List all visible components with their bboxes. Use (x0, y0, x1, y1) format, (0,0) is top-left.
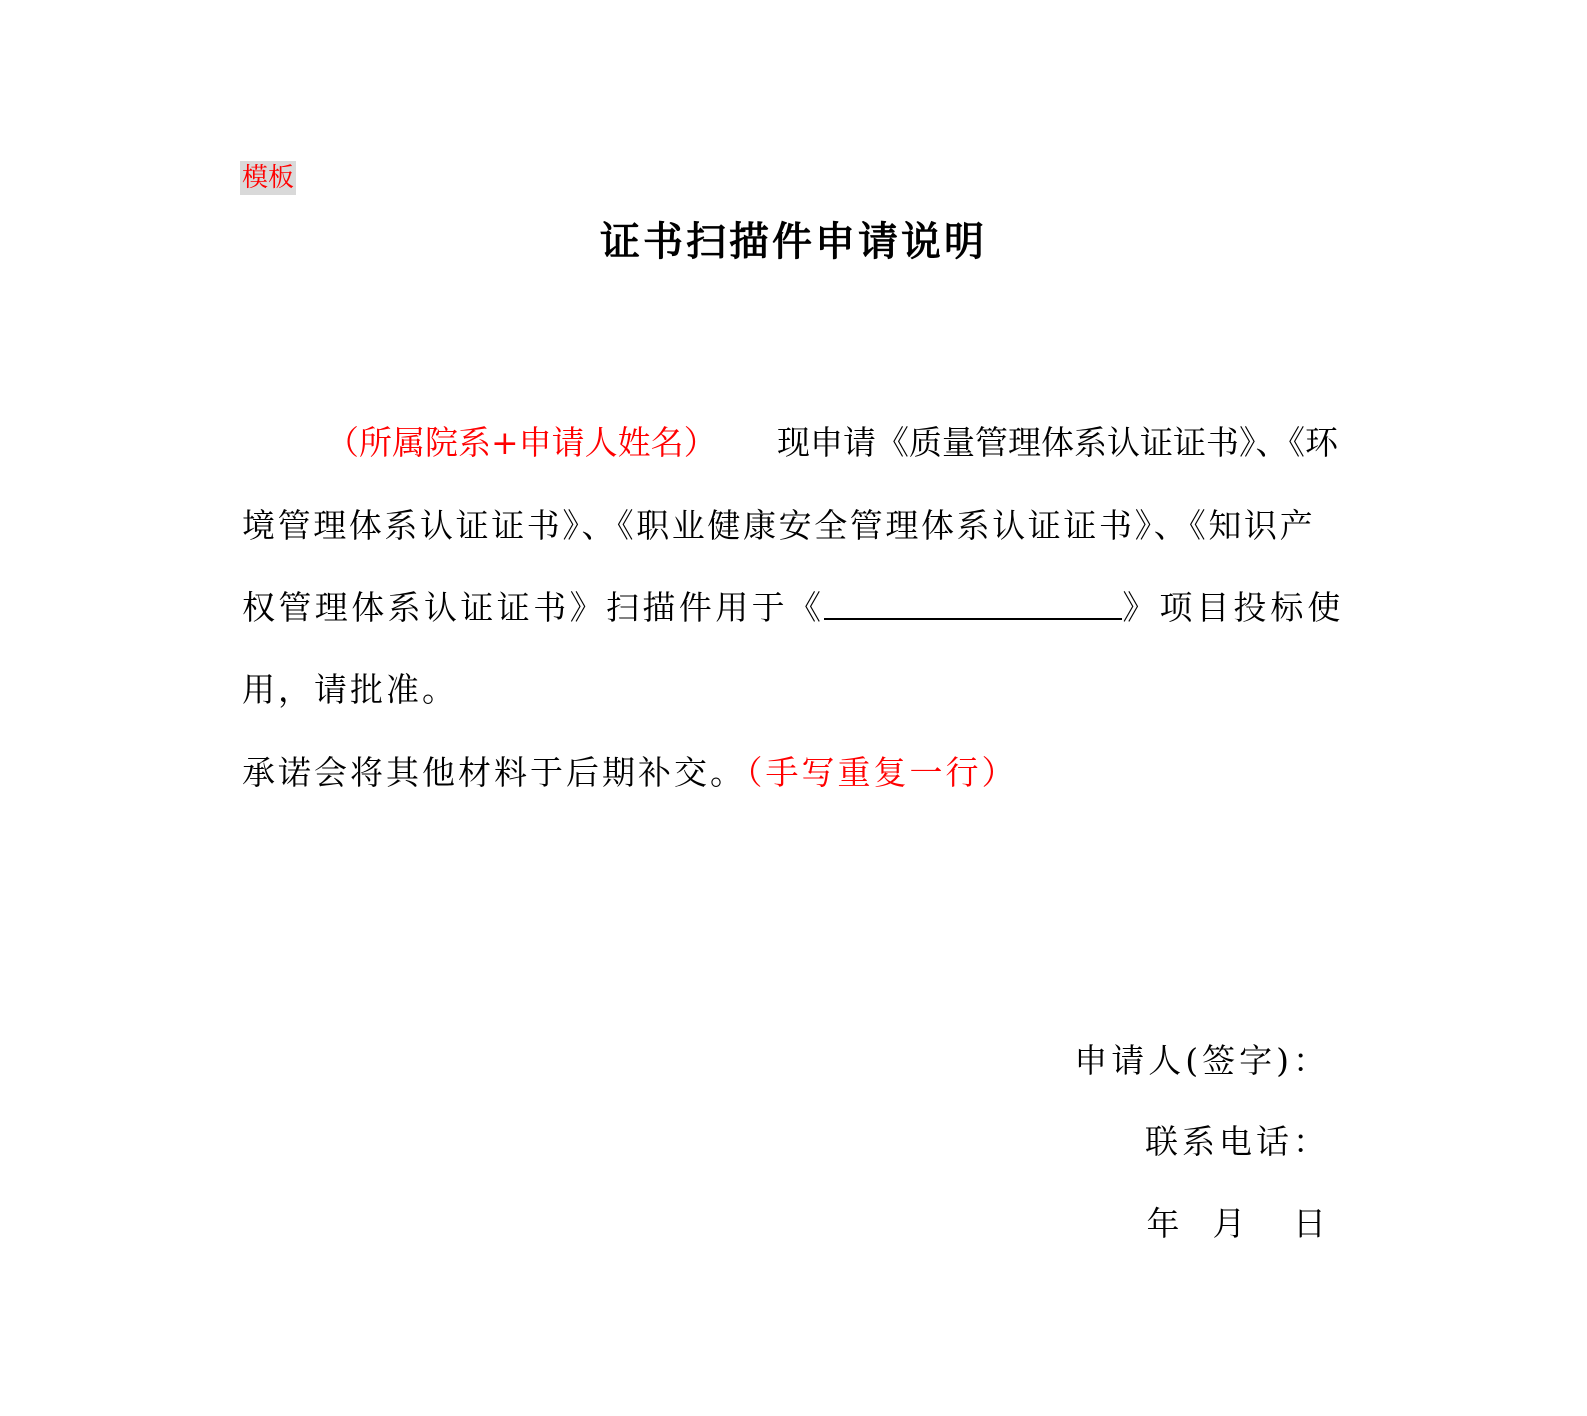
paragraph-line-4-text: 用，请批准。 (242, 670, 458, 709)
promise-note: （手写重复一行） (746, 753, 1018, 792)
paragraph-line-2-text: 境管理体系认证证书》、《职业健康安全管理体系认证证书》、《知识产 (242, 506, 1316, 545)
contact-phone-label: 联系电话： (1145, 1122, 1330, 1161)
paragraph-line-2 (242, 496, 1352, 556)
applicant-signature-label: 申请人(签字)： (1074, 1041, 1330, 1080)
paragraph-line-1-text: 现申请《质量管理体系认证证书》、《环 (777, 423, 1338, 462)
paragraph-line-3-before: 权管理体系认证证书》扫描件用于《 (242, 588, 825, 627)
template-tag: 模板 (242, 163, 295, 193)
paragraph-line-3-after: 》项目投标使 (1122, 588, 1345, 627)
document-title: 证书扫描件申请说明 (600, 218, 987, 265)
date-label: 年 月 日 (1146, 1204, 1330, 1243)
promise-text: 承诺会将其他材料于后期补交。 (242, 753, 746, 792)
paragraph-line-4 (242, 660, 1352, 720)
applicant-placeholder: （所属院系+申请人姓名） (326, 423, 717, 462)
promise-line (242, 743, 1352, 803)
project-name-blank (824, 578, 1122, 620)
paragraph-line-1 (242, 413, 1352, 473)
paragraph-line-3 (242, 578, 1352, 638)
